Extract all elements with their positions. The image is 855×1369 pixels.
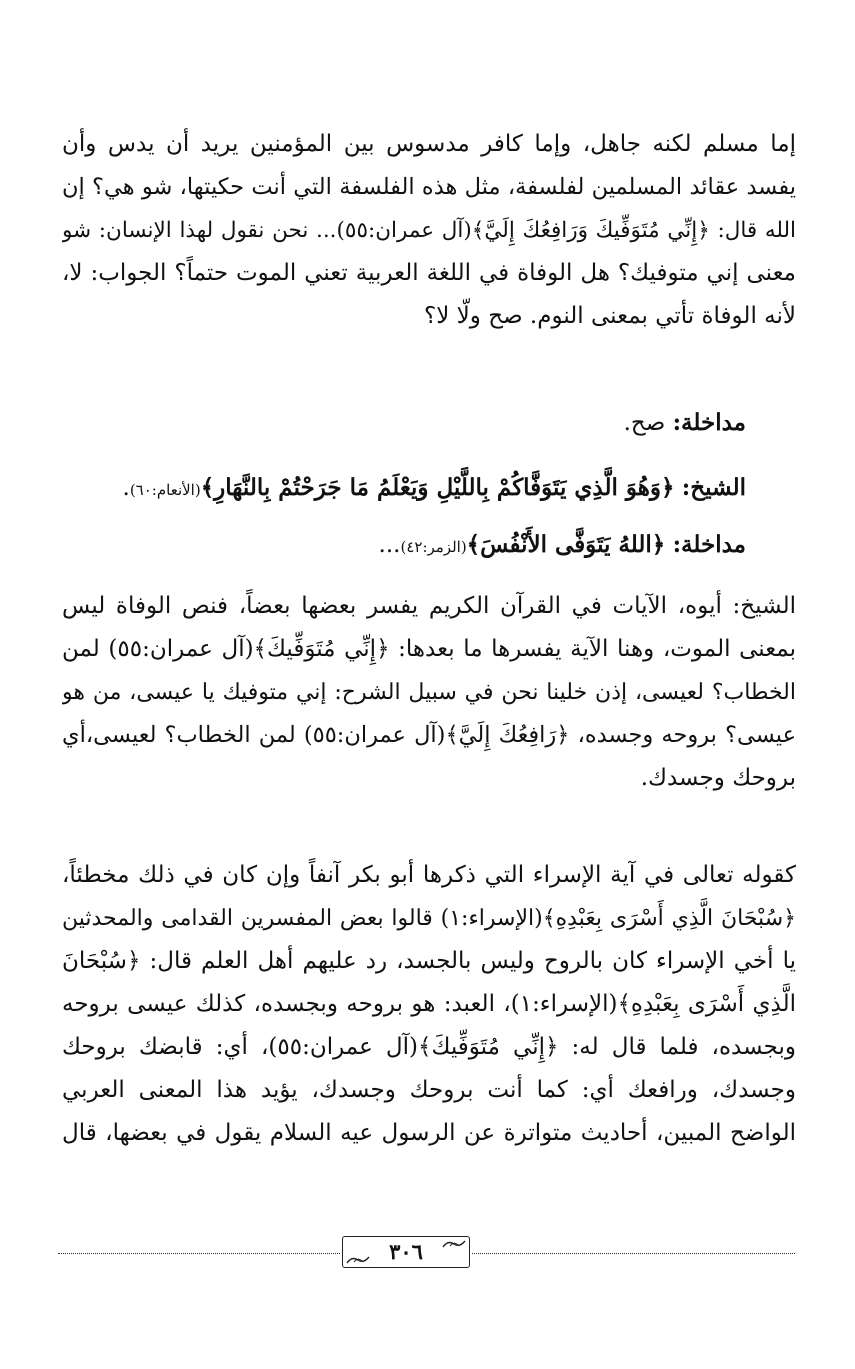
dialogue-line — [62, 523, 796, 569]
text-line: بروحك وجسدك. — [640, 765, 796, 791]
dialogue-intervention-2 — [62, 523, 796, 569]
dialogue-line — [62, 466, 796, 512]
footer-dotted-rule-right — [472, 1253, 795, 1254]
dialogue-intervention-1 — [62, 401, 796, 445]
text-line: إما مسلم لكنه جاهل، وإما كافر مدسوس بين المؤمنين يريد أن يدس وأن — [62, 131, 796, 157]
punctuation: ... — [378, 532, 401, 558]
dialogue-sheikh-1 — [62, 466, 796, 512]
text-line: عيسى؟ بروحه وجسده، ﴿رَافِعُكَ إِلَيَّ﴾(آل عمران:٥٥) لمن الخطاب؟ لعيسى،أي — [62, 722, 796, 748]
text-line: الشيخ: أيوه، الآيات في القرآن الكريم يفسر بعضها بعضاً، فنص الوفاة ليس — [62, 593, 796, 619]
text-line: وجسدك، ورافعك أي: كما أنت بروحك وجسدك، يؤيد هذا المعنى العربي — [62, 1077, 796, 1103]
paragraph-1 — [62, 123, 796, 338]
text-line: لأنه الوفاة تأتي بمعنى النوم. صح ولّا لا؟ — [424, 303, 796, 329]
text-line: الواضح المبين، أحاديث متواترة عن الرسول عيه السلام يقول في بعضها، قال — [62, 1120, 796, 1146]
speaker-label: مداخلة: — [672, 409, 746, 436]
punctuation: . — [122, 475, 130, 501]
text-line: يفسد عقائد المسلمين لفلسفة، مثل هذه الفلسفة التي أنت حكيتها، شو هي؟ إن — [62, 174, 796, 200]
verse-reference: (الأنعام:٦٠) — [129, 481, 201, 499]
verse-reference: (الزمر:٤٢) — [400, 538, 467, 556]
quran-verse: ﴿وَهُوَ الَّذِي يَتَوَفَّاكُمْ بِاللَّيْلِ وَيَعْلَمُ مَا جَرَحْتُمْ بِالنَّهَارِ﴾ — [200, 474, 675, 501]
footer-dotted-rule-left — [58, 1253, 340, 1254]
text-line: الَّذِي أَسْرَى بِعَبْدِهِ﴾(الإسراء:١)، العبد: هو بروحه وبجسده، كذلك عيسى بروحه — [62, 991, 796, 1017]
text-line: ﴿سُبْحَانَ الَّذِي أَسْرَى بِعَبْدِهِ﴾(الإسراء:١) قالوا بعض المفسرين القدامى والمحدثين — [62, 906, 796, 931]
corner-ornament-icon — [346, 1255, 370, 1265]
text-line: كقوله تعالى في آية الإسراء التي ذكرها أبو بكر آنفاً وإن كان في ذلك مخطئاً، — [62, 862, 796, 888]
dialogue-text: صح. — [623, 410, 666, 436]
dialogue-line — [62, 401, 796, 445]
speaker-label: الشيخ: — [681, 474, 746, 501]
text-line: الله قال: ﴿إِنِّي مُتَوَفِّيكَ وَرَافِعُكَ إِلَيَّ﴾(آل عمران:٥٥)... نحن نقول لهذا الإنسان: شو — [62, 218, 796, 243]
page-number: ٣٠٦ — [389, 1239, 423, 1264]
text-line: يا أخي الإسراء كان بالروح وليس بالجسد، رد عليهم أهل العلم قال: ﴿سُبْحَانَ — [62, 948, 796, 974]
text-line: الخطاب؟ لعيسى، إذن خلينا نحن في سبيل الشرح: إني متوفيك يا عيسى، من هو — [62, 680, 796, 705]
page-number-frame — [342, 1236, 470, 1268]
speaker-label: مداخلة: — [672, 531, 746, 558]
paragraph-2 — [62, 585, 796, 800]
paragraph-3 — [62, 854, 796, 1155]
quran-verse: ﴿اللهُ يَتَوَفَّى الأَنْفُسَ﴾ — [466, 531, 666, 558]
text-line: وبجسده، فلما قال له: ﴿إِنِّي مُتَوَفِّيكَ﴾(آل عمران:٥٥)، أي: قابضك بروحك — [62, 1034, 796, 1060]
text-line: معنى إني متوفيك؟ هل الوفاة في اللغة العربية تعني الموت حتماً؟ الجواب: لا، — [62, 260, 796, 286]
text-line: بمعنى الموت، وهنا الآية يفسرها ما بعدها: ﴿إِنِّي مُتَوَفِّيكَ﴾(آل عمران:٥٥) لمن — [62, 636, 796, 662]
